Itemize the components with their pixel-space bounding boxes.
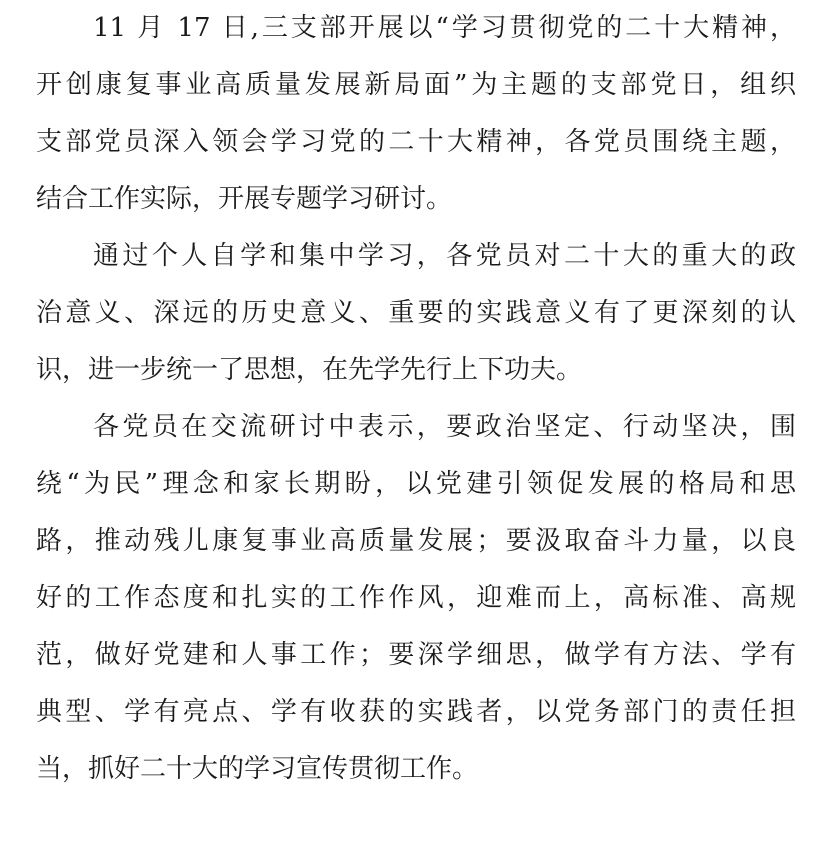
paragraph-line: 治意义、深远的历史意义、重要的实践意义有了更深刻的认	[36, 298, 796, 328]
paragraph-line: 绕“为民”理念和家长期盼，以党建引领促发展的格局和思	[36, 469, 796, 499]
paragraph-line: 当，抓好二十大的学习宣传贯彻工作。	[36, 754, 479, 784]
paragraph-line: 识，进一步统一了思想，在先学先行上下功夫。	[36, 355, 583, 385]
paragraph-line: 路，推动残儿康复事业高质量发展；要汲取奋斗力量，以良	[36, 526, 796, 556]
paragraph-line: 好的工作态度和扎实的工作作风，迎难而上，高标准、高规	[36, 583, 796, 613]
document-body	[36, 0, 796, 798]
paragraph-line: 典型、学有亮点、学有收获的实践者，以党务部门的责任担	[36, 697, 796, 727]
paragraph-line: 开创康复事业高质量发展新局面”为主题的支部党日，组织	[36, 70, 796, 100]
paragraph-line: 11 月 17 日,三支部开展以“学习贯彻党的二十大精神，	[93, 13, 796, 43]
paragraph-2	[36, 228, 796, 399]
paragraph-line: 通过个人自学和集中学习，各党员对二十大的重大的政	[93, 241, 796, 271]
paragraph-line: 结合工作实际，开展专题学习研讨。	[36, 184, 453, 214]
paragraph-line: 各党员在交流研讨中表示，要政治坚定、行动坚决，围	[93, 412, 796, 442]
paragraph-3	[36, 399, 796, 798]
paragraph-line: 支部党员深入领会学习党的二十大精神，各党员围绕主题，	[36, 127, 796, 157]
paragraph-1	[36, 0, 796, 228]
paragraph-line: 范，做好党建和人事工作；要深学细思，做学有方法、学有	[36, 640, 796, 670]
